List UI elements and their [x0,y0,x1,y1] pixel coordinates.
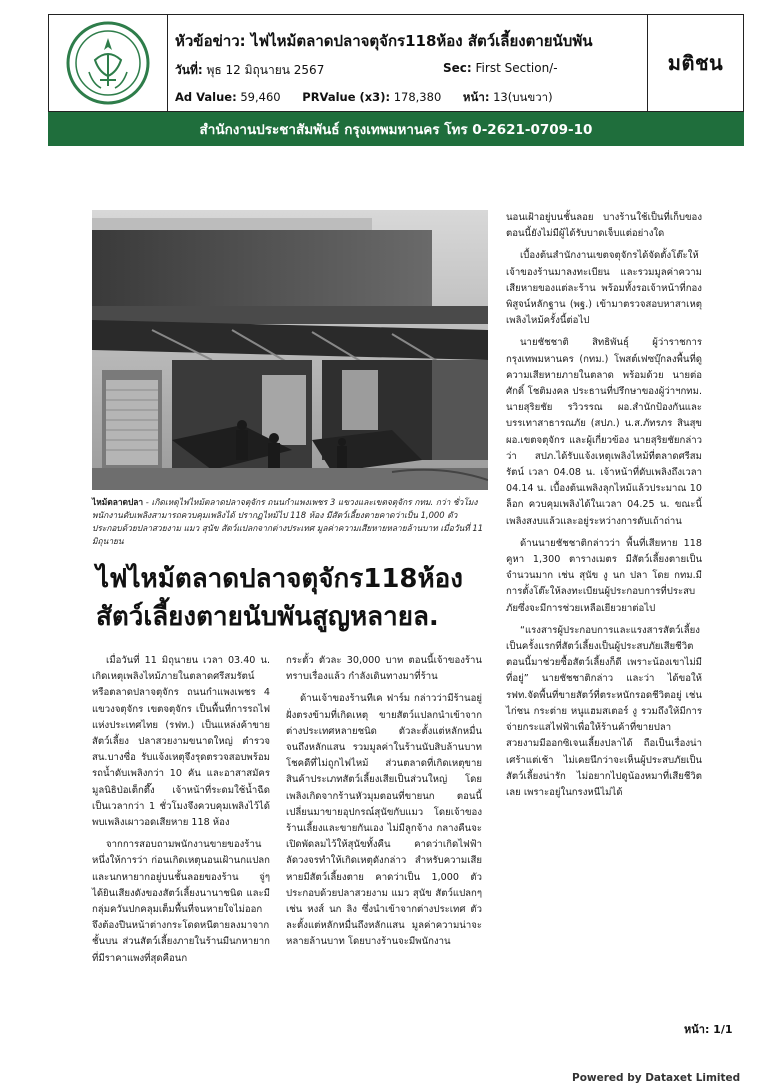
powered-by: Powered by Dataxet Limited [572,1072,741,1084]
article-title [96,560,498,636]
logo-cell [49,15,168,111]
newspaper-logo: มติชน [667,51,724,75]
headline-text: ไฟไหม้ตลาดปลาจตุจักร118ห้อง สัตว์เลี้ยงตายนับพัน [250,32,593,50]
meta-cell [167,15,648,111]
fire-scene-photo [92,210,488,490]
date-value: พุธ 12 มิถุนายน 2567 [206,63,325,77]
pr-value-label: PRValue (x3): [302,90,391,104]
page-count: หน้า: 1/1 [684,1023,733,1036]
ad-value: 59,460 [240,90,281,104]
ad-value-label: Ad Value: [175,90,237,104]
value-row [175,89,645,107]
paragraph: เมื่อวันที่ 11 มิถุนายน เวลา 03.40 น. เกิดเหตุเพลิงไหม้ภายในตลาดศรีสมรัตน์ หรือตลาดปลาจตุจักร ถนนกำแพงเพชร 4 แขวงจตุจักร เขตจตุจักร เป็นพื้นที่การรถไฟแห่งประเทศไทย (รฟท.) เป็นแหล่งค้าขายสัตว์เลี้ยง ปลาสวยงามขนาดใหญ่ ตำรวจ สน.บางซื่อ รับแจ้งเหตุจึงรุดตรวจสอบพร้อมรถน้ำดับเพลิงกว่า 10 คัน และอาสาสมัครมูลนิธิป่อเต็กตึ๊ง เจ้าหน้าที่ระดมใช้น้ำฉีดเป็นเวลากว่า 1 ชั่วโมงจึงควบคุมเพลิงไว้ได้ พบเพลิงเผาวอดเสียหาย 118 ห้อง [92,655,270,829]
title-line-1: ไฟไหม้ตลาดปลาจตุจักร118ห้อง [96,564,463,594]
section-info [443,61,558,75]
paragraph: ด้านเจ้าของร้านทีเค ฟาร์ม กล่าวว่ามีร้านอยู่ฝั่งตรงข้ามที่เกิดเหตุ ขายสัตว์แปลกนำเข้าจากต่างประเทศหลายชนิด ตัวละตั้งแต่หลักหมื่นจนถึงหลักแสน รวมมูลค่าในร้านนับสิบล้านบาท โชคดีที่ไม่ถูกไฟไหม้ ส่วนตลาดที่เกิดเหตุขายสินค้าประเภทสัตว์เลี้ยงเสียเป็นส่วนใหญ่ โดยเพลิงเกิดจากร้านหัวมุมตอนที่ขายนก ตอนนี้เปลี่ยนมาขายอุปกรณ์สุนัขกับแมว โดยเจ้าของร้านเลี้ยงและขายกันเอง ไม่มีลูกจ้าง กลางคืนจะเปิดพัดลมไว้ให้สุนัขทั้งคืน คาดว่าเกิดไฟฟ้าลัดวงจรทำให้เกิดเหตุดังกล่าว สำหรับความเสียหายมีสัตว์เลี้ยงตาย คาดว่าเป็น 1,000 ตัว ประกอบด้วยปลาสวยงาม แมว สุนัข สัตว์แปลกๆ เช่น หงส์ นก ลิง ซึ่งนำเข้าจากต่างประเทศ ตัวละตั้งแต่หลักหมื่นถึงหลักแสน มูลค่าความน่าจะหลายล้านบาท โดยบางร้านจะมีพนักงาน [286,693,482,948]
paragraph: เบื้องต้นสำนักงานเขตจตุจักรได้จัดตั้งโต๊ะให้เจ้าของร้านมาลงทะเบียน และรวมมูลค่าความเสียหายของแต่ละร้าน พร้อมทั้งรอเจ้าหน้าที่กองพิสูจน์หลักฐาน (พฐ.) เข้ามาตรวจสอบหาสาเหตุเพลิงไหม้ครั้งนี้ต่อไป [506,250,702,327]
sec-label: Sec: [443,61,472,75]
date-row [175,61,645,80]
caption-lead: ไหม้ตลาดปลา [92,497,144,507]
bma-seal-icon [65,20,151,106]
paragraph: “แรงสารผู้ประกอบการและแรงสารสัตว์เลี้ยง เป็นครั้งแรกที่สัตว์เลี้ยงเป็นผู้ประสบภัยเสียชีวิต ตอนนี้มาช่วยซื้อสัตว์เลี้ยงก็ดี เพราะน้องเขาไม่มีที่อยู่” นายชัชชาติกล่าว และว่า ได้ขอให้ รฟท.จัดพื้นที่ขายสัตว์ที่ตระหนักรอดชีวิตอยู่ เช่น ไก่ชน กระต่าย หนูแฮมสเตอร์ งู รวมถึงให้มีการจ่ายกระแสไฟฟ้าเพื่อให้ร้านค้าที่ขายปลาสวยงามมีออกซิเจนเลี้ยงปลาได้ ถือเป็นเรื่องน่าเศร้าแต่เช้า ไม่เคยนึกว่าจะเห็นผู้ประสบภัยเป็นสัตว์เลี้ยงน่ารัก ไม่อยากไปดูน้องหมาที่เสียชีวิตเลย เพราะอยู่ในกรงหนีไม่ได้ [506,624,702,798]
pr-value: 178,380 [393,90,442,104]
title-line-2: สัตว์เลี้ยงตายนับพันสูญหลายล. [96,602,439,632]
article-column-left [92,653,270,973]
sec-value: First Section/- [475,61,558,75]
paragraph: ด้านนายชัชชาติกล่าวว่า พื้นที่เสียหาย 118 คูหา 1,300 ตารางเมตร มีสัตว์เลี้ยงตายเป็นจำนวนมาก เช่น สุนัข งู นก ปลา โดย กทม.มีการตั้งโต๊ะให้ลงทะเบียนผู้ประกอบการที่ประสบภัยซึ่งจะมีการช่วยเหลือเยียวยาต่อไป [506,537,702,614]
photo-caption [92,496,488,548]
paragraph: นอนเฝ้าอยู่บนชั้นลอย บางร้านใช้เป็นที่เก็บของ ตอนนี้ยังไม่มีผู้ได้รับบาดเจ็บแต่อย่างใด [506,212,702,240]
brand-cell [647,15,743,111]
paragraph: กระตั้ว ตัวละ 30,000 บาท ตอนนี้เจ้าของร้านทราบเรื่องแล้ว กำลังเดินทางมาที่ร้าน [286,655,482,683]
caption-text: - เกิดเหตุไฟไหม้ตลาดปลาจตุจักร ถนนกำแพงเพชร 3 แขวงและเขตจตุจักร กทม. กว่า ชั่วโมงพนักงานดับเพลิงสามารถควบคุมเพลิงได้ ปรากฏไหม้ไป 118 ห้อง มีสัตว์เลี้ยงตายคาดว่าเป็น 1,000 ตัว ประกอบด้วยปลาสวยงาม แมว สุนัข สัตว์แปลกจากต่างประเทศ มูลค่าความเสียหายหลายล้านบาท เมื่อวันที่ 11 มิถุนายน [92,497,484,546]
agency-bar: สำนักงานประชาสัมพันธ์ กรุงเทพมหานคร โทร 0-2621-0709-10 [48,112,744,146]
date-label: วันที่: [175,63,203,77]
article-column-middle [286,653,482,957]
clipping-header [48,14,744,112]
page-value: 13(บนขวา) [493,90,553,104]
page-label: หน้า: [462,90,490,104]
paragraph: จากการสอบถามพนักงานขายของร้านหนึ่งให้การว่า ก่อนเกิดเหตุนอนเฝ้านกแปลกและนกหายากอยู่บนชั้นลอยของร้าน จู่ๆ ได้ยินเสียงดังของสัตว์เลี้ยงนานาชนิด และมีกลุ่มควันปกคลุมเต็มพื้นที่จนหายใจไม่ออก จึงต้องปีนหน้าต่างกระโดดหนีตายลงมาจากชั้นบน ส่วนสัตว์เลี้ยงภายในร้านมีนกหายากที่มีราคาแพงที่สุดคือนก [92,839,270,964]
article-column-right [506,210,702,807]
paragraph: นายชัชชาติ สิทธิพันธุ์ ผู้ว่าราชการกรุงเทพมหานคร (กทม.) โพสต์เฟซบุ๊กลงพื้นที่ดูความเสียหายภายในตลาด พร้อมด้วย นายต่อศักดิ์ โชติมงคล ประธานที่ปรึกษาของผู้ว่าฯกทม. นายสุริยชัย รวิวรรณ ผอ.สำนักป้องกันและบรรเทาสาธารณภัย (สปภ.) น.ส.ภัทรภร สินสุข ผอ.เขตจตุจักร และผู้เกี่ยวข้อง นายสุริยชัยกล่าวว่า สปภ.ได้รับแจ้งเหตุเพลิงไหม้ที่ตลาดศรีสมรัตน์ เวลา 04.08 น. เจ้าหน้าที่ดับเพลิงถึงเวลา 04.14 น. เบื้องต้นเพลิงลุกไหม้แล้วประมาณ 10 ล็อก ควบคุมเพลิงได้ในเวลา 04.25 น. ขณะนี้เพลิงสงบแล้วและอยู่ระหว่างการดับเถ้าถ่าน [506,337,702,527]
headline-row [175,29,647,53]
headline-label: หัวข้อข่าว: [175,32,246,50]
